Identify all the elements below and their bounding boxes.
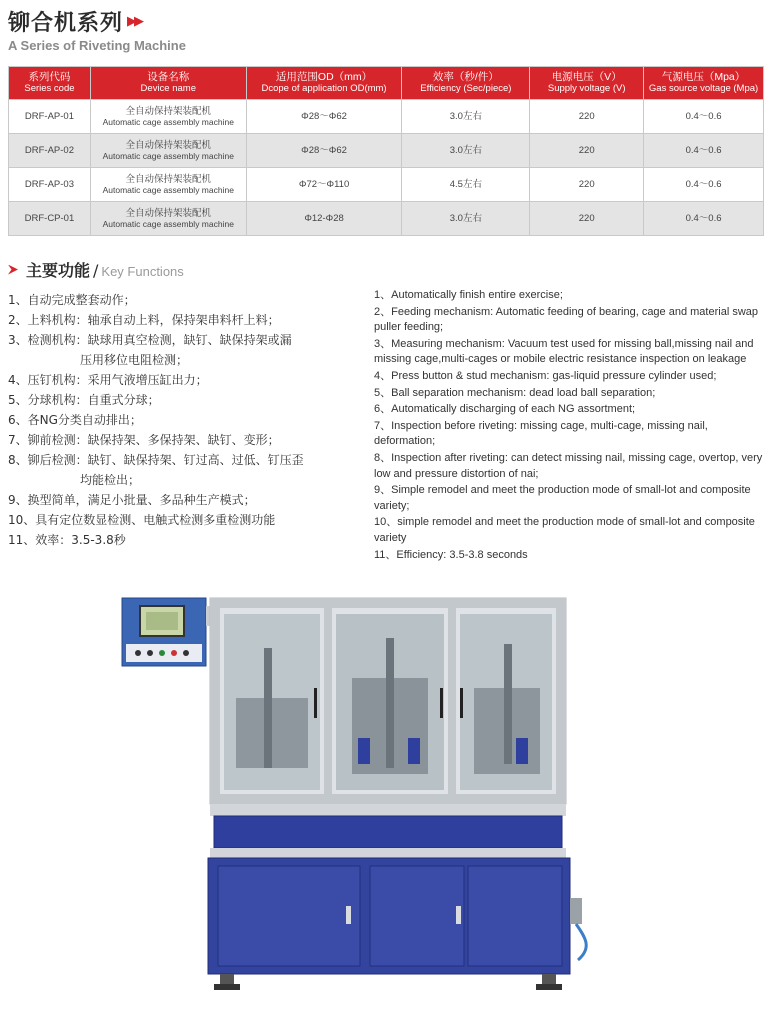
list-item: 10、具有定位数显检测、电触式检测多重检测功能 [8, 513, 276, 527]
cell-code: DRF-CP-01 [9, 202, 91, 236]
header-efficiency: 效率（秒/件） Efficiency (Sec/piece) [402, 67, 530, 100]
page-subtitle-en: A Series of Riveting Machine [8, 38, 186, 53]
section-title-cn: 主要功能 [26, 261, 91, 280]
list-item: 9、换型简单，满足小批量、多品种生产模式； [8, 493, 256, 507]
cell-voltage: 220 [530, 100, 644, 134]
cell-od: Φ28～Φ62 [246, 100, 402, 134]
cell-efficiency: 3.0左右 [402, 100, 530, 134]
section-heading [8, 258, 184, 281]
cell-gas: 0.4～0.6 [644, 134, 764, 168]
mid-panel [210, 804, 566, 858]
page-title [8, 6, 186, 37]
list-item: 10、simple remodel and meet the production mode of small-lot and composite variety [374, 516, 755, 544]
cell-efficiency: 4.5左右 [402, 168, 530, 202]
list-item: 压用移位电阻检测； [8, 353, 189, 367]
list-item: 6、Automatically discharging of each NG assortment; [374, 403, 636, 416]
upper-frame [210, 598, 566, 804]
spec-table [8, 66, 764, 236]
table-header-row [9, 67, 764, 100]
control-panel [122, 598, 214, 666]
list-item: 11、Efficiency: 3.5-3.8 seconds [374, 548, 528, 561]
cell-code: DRF-AP-03 [9, 168, 91, 202]
list-item: 7、Inspection before riveting: missing cage, multi-cage, missing nail, deformation; [374, 419, 708, 448]
header-series-code: 系列代码 Series code [9, 67, 91, 100]
list-item: 2、Feeding mechanism: Automatic feeding of bearing, cage and material swap puller feeding; [374, 305, 758, 334]
list-item: 1、自动完成整套动作； [8, 293, 136, 307]
page-header [8, 6, 186, 53]
header-device-name: 设备名称 Device name [90, 67, 246, 100]
table-row [9, 168, 764, 202]
header-supply-voltage: 电源电压（V） Supply voltage (V) [530, 67, 644, 100]
section-slash: / [93, 261, 99, 280]
functions-list-cn [8, 290, 368, 550]
cell-od: Φ28～Φ62 [246, 134, 402, 168]
functions-list-en [374, 288, 766, 564]
cell-od: Φ72～Φ110 [246, 168, 402, 202]
cell-name: 全自动保持架装配机 Automatic cage assembly machine [90, 100, 246, 134]
header-od-range: 适用范围OD（mm） Dcope of application OD(mm) [246, 67, 402, 100]
list-item: 5、Ball separation mechanism: dead load ball separation; [374, 386, 656, 399]
cell-voltage: 220 [530, 134, 644, 168]
list-item: 6、各NG分类自动排出； [8, 413, 142, 427]
double-arrow-icon: ▶▶ [127, 14, 142, 29]
cell-name: 全自动保持架装配机 Automatic cage assembly machine [90, 202, 246, 236]
table-row [9, 134, 764, 168]
cell-voltage: 220 [530, 202, 644, 236]
cell-gas: 0.4～0.6 [644, 100, 764, 134]
table-row [9, 202, 764, 236]
cell-name: 全自动保持架装配机 Automatic cage assembly machine [90, 168, 246, 202]
list-item: 3、Measuring mechanism: Vacuum test used for missing ball,missing nail and missing cage,multi-cages or mobile electric resistance inspection on leakage [374, 337, 754, 366]
cell-od: Φ12-Φ28 [246, 202, 402, 236]
section-title-en: Key Functions [101, 264, 184, 279]
list-item: 11、效率：3.5-3.8秒 [8, 533, 126, 547]
list-item: 4、压钉机构：采用气液增压缸出力； [8, 373, 208, 387]
list-item: 8、铆后检测：缺钉、缺保持架、钉过高、过低、钉压歪 [8, 453, 304, 467]
header-gas-voltage: 气源电压（Mpa） Gas source voltage (Mpa) [644, 67, 764, 100]
list-item: 7、铆前检测：缺保持架、多保持架、缺钉、变形； [8, 433, 280, 447]
lower-cabinet [208, 858, 586, 990]
list-item: 3、检测机构：缺球用真空检测，缺钉、缺保持架或漏 [8, 333, 292, 347]
triangle-marker-icon [8, 265, 18, 275]
cell-code: DRF-AP-02 [9, 134, 91, 168]
cell-gas: 0.4～0.6 [644, 168, 764, 202]
list-item: 均能检出； [8, 473, 141, 487]
list-item: 2、上料机构：轴承自动上料，保持架串料杆上料； [8, 313, 280, 327]
cell-voltage: 220 [530, 168, 644, 202]
cell-efficiency: 3.0左右 [402, 202, 530, 236]
cell-efficiency: 3.0左右 [402, 134, 530, 168]
list-item: 4、Press button & stud mechanism: gas-liquid pressure cylinder used; [374, 369, 717, 382]
cell-gas: 0.4～0.6 [644, 202, 764, 236]
list-item: 1、Automatically finish entire exercise; [374, 289, 563, 301]
cell-code: DRF-AP-01 [9, 100, 91, 134]
cell-name: 全自动保持架装配机 Automatic cage assembly machine [90, 134, 246, 168]
page-title-cn: 铆合机系列 [8, 11, 124, 36]
table-row [9, 100, 764, 134]
list-item: 9、Simple remodel and meet the production mode of small-lot and composite variety; [374, 484, 751, 512]
riveting-machine-illustration [118, 588, 594, 998]
list-item: 8、Inspection after riveting: can detect missing nail, missing cage, overtop, very low and pressure distortion of nai; [374, 451, 763, 480]
list-item: 5、分球机构：自重式分球； [8, 393, 160, 407]
